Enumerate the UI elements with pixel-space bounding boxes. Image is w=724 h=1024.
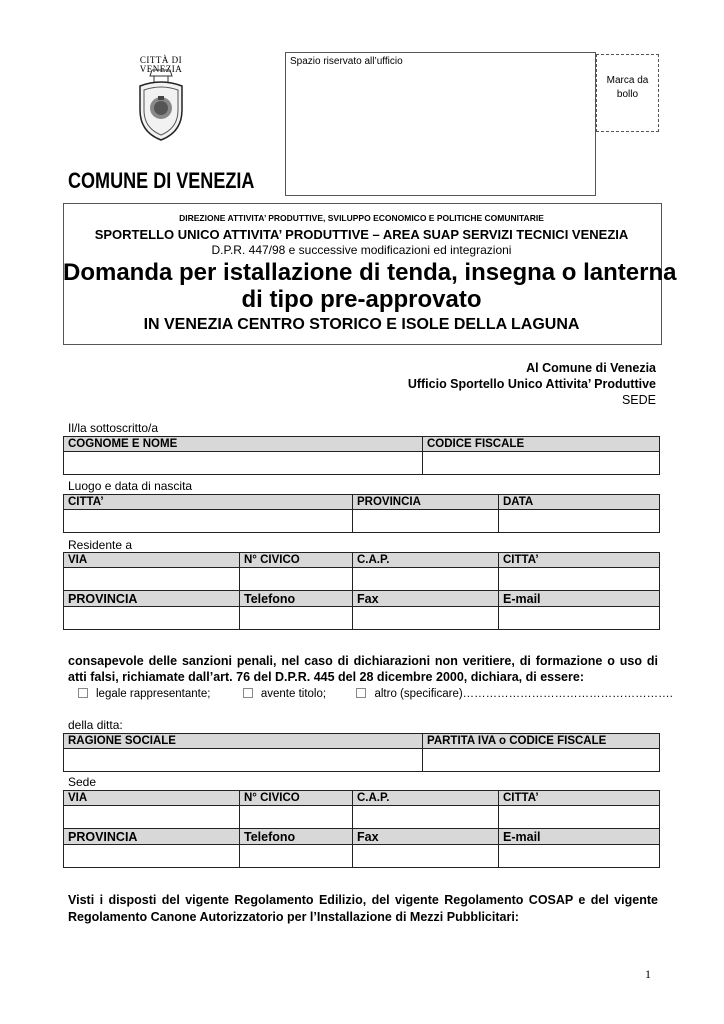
avente-titolo-label: avente titolo; <box>260 688 327 700</box>
email-field[interactable] <box>499 607 660 630</box>
sede-cap-field[interactable] <box>353 806 499 829</box>
sede-provincia-header: PROVINCIA <box>64 829 240 845</box>
sede-telefono-header: Telefono <box>240 829 353 845</box>
venezia-coat-of-arms-logo <box>132 52 190 144</box>
visti-text: Visti i disposti del vigente Regolamento Edilizio, del vigente Regolamento COSAP e del vigente Regolamento Canone Autorizzatorio per l’Installazione di Mezzi Pubblicitari: <box>68 893 658 924</box>
sede-label: Sede <box>68 775 97 789</box>
residenza-table <box>63 552 660 630</box>
residente-label: Residente a <box>68 538 133 552</box>
altro-checkbox[interactable] <box>356 688 366 698</box>
ragione-sociale-field[interactable] <box>64 749 423 772</box>
sede-fax-field[interactable] <box>353 845 499 868</box>
data-nascita-header: DATA <box>499 495 660 510</box>
sede-fax-header: Fax <box>353 829 499 845</box>
telefono-header: Telefono <box>240 591 353 607</box>
sede-email-header: E-mail <box>499 829 660 845</box>
office-reserved-box <box>285 52 596 196</box>
avente-titolo-checkbox[interactable] <box>243 688 253 698</box>
telefono-field[interactable] <box>240 607 353 630</box>
fax-header: Fax <box>353 591 499 607</box>
citta-nascita-header: CITTA’ <box>64 495 353 510</box>
partita-iva-header: PARTITA IVA o CODICE FISCALE <box>423 734 660 749</box>
page-number: 1 <box>645 967 651 981</box>
header-sportello: SPORTELLO UNICO ATTIVITA’ PRODUTTIVE – AREA SUAP SERVIZI TECNICI VENEZIA <box>94 227 629 242</box>
revenue-stamp-label: Marca da bollo <box>606 75 649 100</box>
sede-citta-field[interactable] <box>499 806 660 829</box>
form-title-line2: di tipo pre-approvato <box>241 286 482 313</box>
altro-label: altro (specificare)………………………………………………. <box>374 688 673 700</box>
cognome-nome-field[interactable] <box>64 452 423 475</box>
ditta-label: della ditta: <box>68 718 123 732</box>
citta-header: CITTA’ <box>499 553 660 568</box>
citta-nascita-field[interactable] <box>64 510 353 533</box>
header-direzione: DIREZIONE ATTIVITA’ PRODUTTIVE, SVILUPPO ECONOMICO E POLITICHE COMUNITARIE <box>179 213 544 223</box>
sede-via-field[interactable] <box>64 806 240 829</box>
addressee-line2: Ufficio Sportello Unico Attivita’ Produttive <box>407 377 656 391</box>
codice-fiscale-field[interactable] <box>423 452 660 475</box>
civico-field[interactable] <box>240 568 353 591</box>
provincia-nascita-field[interactable] <box>353 510 499 533</box>
ditta-table <box>63 733 660 772</box>
cap-header: C.A.P. <box>353 553 499 568</box>
ragione-sociale-header: RAGIONE SOCIALE <box>64 734 423 749</box>
form-title-line3: IN VENEZIA CENTRO STORICO E ISOLE DELLA LAGUNA <box>143 316 580 333</box>
provincia-field[interactable] <box>64 607 240 630</box>
comune-title: COMUNE DI VENEZIA <box>68 168 255 193</box>
city-logo-text: CITTÀ DI VENEZIA <box>139 55 183 74</box>
via-field[interactable] <box>64 568 240 591</box>
sede-email-field[interactable] <box>499 845 660 868</box>
sede-provincia-field[interactable] <box>64 845 240 868</box>
cap-field[interactable] <box>353 568 499 591</box>
codice-fiscale-header: CODICE FISCALE <box>423 437 660 452</box>
sede-civico-field[interactable] <box>240 806 353 829</box>
declaration-text: consapevole delle sanzioni penali, nel caso di dichiarazioni non veritiere, di formazione o uso di atti falsi, richiamate dall’art. 76 del D.P.R. 445 del 28 dicembre 2000, dichiara, di essere: <box>68 654 658 684</box>
via-header: VIA <box>64 553 240 568</box>
sede-civico-header: N° CIVICO <box>240 791 353 806</box>
sottoscritto-label: Il/la sottoscritto/a <box>68 421 159 435</box>
header-dpr: D.P.R. 447/98 e successive modificazioni ed integrazioni <box>211 243 512 257</box>
provincia-header: PROVINCIA <box>64 591 240 607</box>
partita-iva-field[interactable] <box>423 749 660 772</box>
fax-field[interactable] <box>353 607 499 630</box>
citta-field[interactable] <box>499 568 660 591</box>
civico-header: N° CIVICO <box>240 553 353 568</box>
email-header: E-mail <box>499 591 660 607</box>
sede-table <box>63 790 660 868</box>
office-reserved-label: Spazio riservato all’ufficio <box>290 56 403 67</box>
nascita-table <box>63 494 660 533</box>
nome-table <box>63 436 660 475</box>
sede-cap-header: C.A.P. <box>353 791 499 806</box>
cognome-nome-header: COGNOME E NOME <box>64 437 423 452</box>
data-nascita-field[interactable] <box>499 510 660 533</box>
form-title-line1: Domanda per istallazione di tenda, insegna o lanterna <box>63 259 677 286</box>
sede-telefono-field[interactable] <box>240 845 353 868</box>
legale-rappresentante-checkbox[interactable] <box>78 688 88 698</box>
sede-via-header: VIA <box>64 791 240 806</box>
addressee-line1: Al Comune di Venezia <box>526 361 656 375</box>
provincia-nascita-header: PROVINCIA <box>353 495 499 510</box>
sede-citta-header: CITTA’ <box>499 791 660 806</box>
addressee-line3: SEDE <box>621 393 656 407</box>
nascita-label: Luogo e data di nascita <box>68 479 193 493</box>
role-options <box>78 688 673 700</box>
legale-rappresentante-label: legale rappresentante; <box>96 688 211 700</box>
